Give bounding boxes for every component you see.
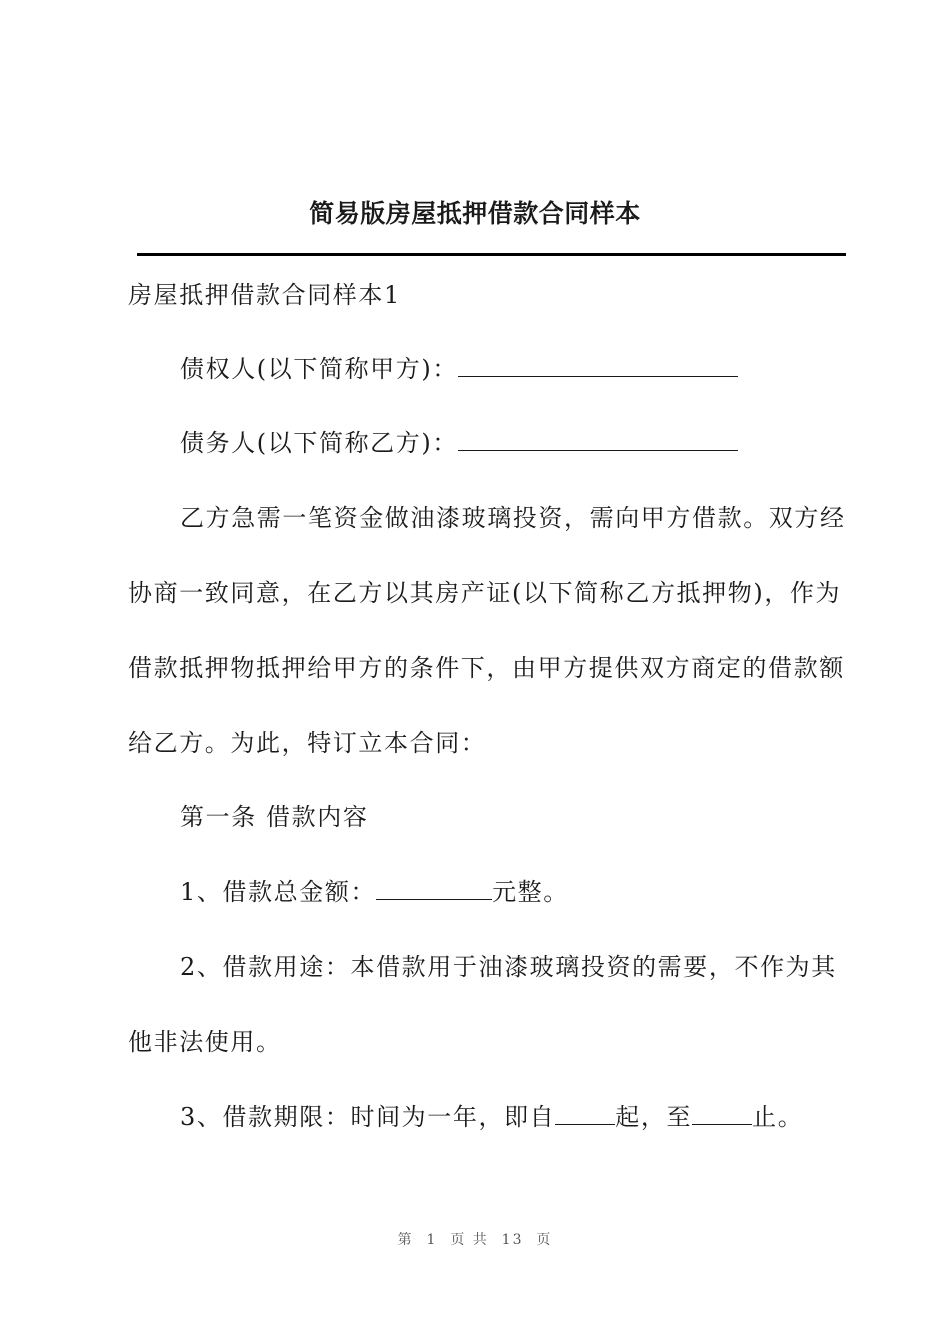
article-title: 第一条 借款内容: [180, 803, 369, 831]
loan-term-middle: 起，至: [615, 1103, 693, 1131]
paragraph-line: 给乙方。为此，特订立本合同：: [128, 729, 487, 757]
loan-term-line: [180, 1099, 803, 1135]
section-heading: 房屋抵押借款合同样本1: [128, 281, 401, 309]
loan-term-label: 3、借款期限：时间为一年，即自: [180, 1103, 556, 1131]
title-divider: [137, 253, 846, 256]
loan-purpose-line: 他非法使用。: [128, 1028, 282, 1056]
loan-amount-blank: [376, 877, 492, 900]
document-title: 简易版房屋抵押借款合同样本: [309, 199, 641, 228]
creditor-blank: [458, 354, 738, 377]
debtor-line: [180, 425, 738, 461]
creditor-label: 债权人(以下简称甲方)：: [180, 355, 458, 383]
paragraph-line: 借款抵押物抵押给甲方的条件下，由甲方提供双方商定的借款额: [128, 654, 845, 682]
debtor-blank: [458, 428, 738, 451]
start-date-blank: [555, 1102, 615, 1125]
debtor-label: 债务人(以下简称乙方)：: [180, 429, 458, 457]
end-date-blank: [692, 1102, 752, 1125]
page-footer: 第 1 页 共 13 页: [397, 1232, 553, 1248]
paragraph-line: 协商一致同意，在乙方以其房产证(以下简称乙方抵押物)，作为: [128, 579, 842, 607]
loan-amount-suffix: 元整。: [492, 878, 569, 906]
loan-amount-line: [180, 874, 569, 910]
loan-purpose-line: 2、借款用途：本借款用于油漆玻璃投资的需要，不作为其: [180, 953, 837, 981]
paragraph-line: 乙方急需一笔资金做油漆玻璃投资，需向甲方借款。双方经: [180, 504, 846, 532]
creditor-line: [180, 351, 738, 387]
loan-amount-label: 1、借款总金额：: [180, 878, 377, 906]
loan-term-suffix: 止。: [752, 1103, 804, 1131]
